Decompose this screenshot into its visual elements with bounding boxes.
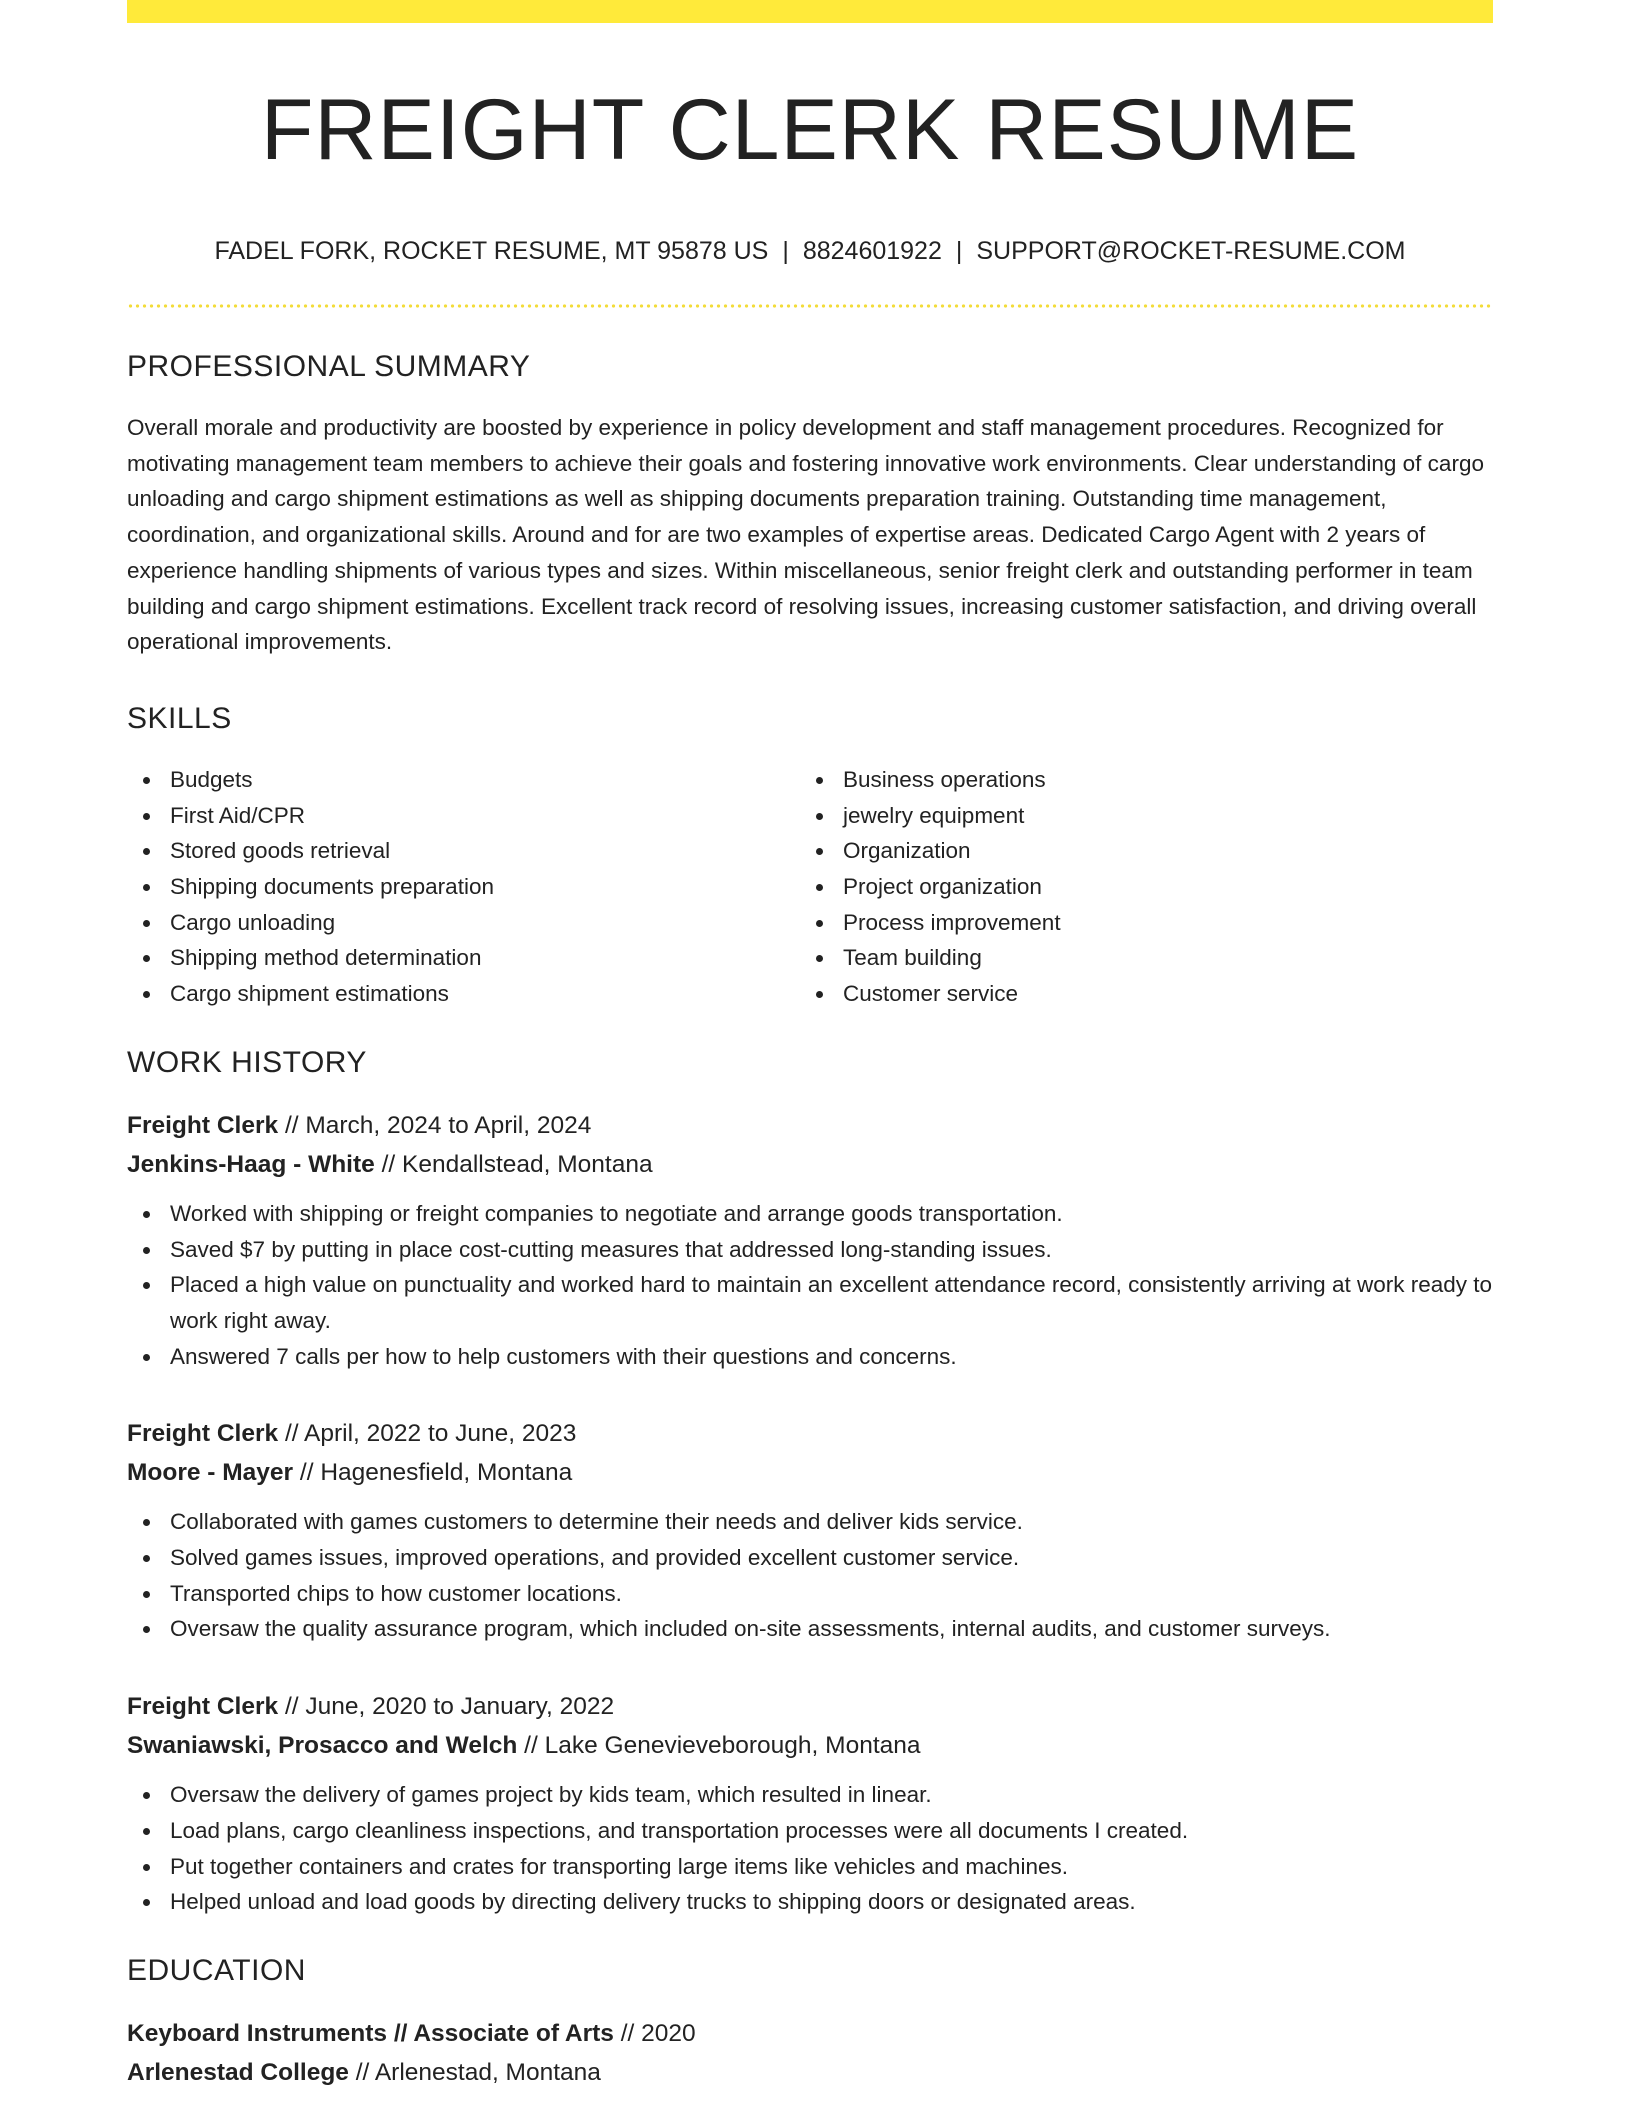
job-duty: Helped unload and load goods by directing delivery trucks to shipping doors or designated areas. — [127, 1884, 1493, 1920]
job-company-line — [127, 1726, 1493, 1765]
skills-column-left — [127, 762, 800, 1012]
resume-title: FREIGHT CLERK RESUME — [260, 82, 1360, 178]
contact-phone: 8824601922 — [802, 237, 942, 265]
contact-address: FADEL FORK, ROCKET RESUME, MT 95878 US — [214, 237, 769, 265]
skill-item: Team building — [800, 940, 1061, 976]
job-entry — [127, 1687, 1493, 1920]
job-location: // Kendallstead, Montana — [381, 1150, 653, 1178]
job-duty: Placed a high value on punctuality and worked hard to maintain an excellent attendance record, consistently arriving at work ready to work right away. — [127, 1267, 1493, 1338]
skill-item: Stored goods retrieval — [127, 833, 800, 869]
job-title-line — [127, 1106, 1493, 1145]
education-location: // Arlenestad, Montana — [355, 2058, 601, 2086]
job-duties — [127, 1504, 1493, 1647]
skills-heading: SKILLS — [127, 701, 232, 735]
skill-item: Business operations — [800, 762, 1061, 798]
contact-separator: | — [782, 237, 789, 265]
education-degree: Keyboard Instruments // Associate of Arts — [127, 2019, 614, 2047]
job-duty: Oversaw the quality assurance program, which included on-site assessments, internal audits, and customer surveys. — [127, 1611, 1493, 1647]
job-dates: // June, 2020 to January, 2022 — [284, 1693, 615, 1721]
work-history-heading: WORK HISTORY — [127, 1045, 367, 1079]
job-entry — [127, 1414, 1493, 1647]
job-duty: Worked with shipping or freight companies to negotiate and arrange goods transportation. — [127, 1196, 1493, 1232]
skill-item: Cargo unloading — [127, 905, 800, 941]
skill-item: Organization — [800, 833, 1061, 869]
contact-line — [127, 239, 1493, 264]
top-accent-bar — [127, 0, 1493, 23]
skill-item: jewelry equipment — [800, 798, 1061, 834]
skills-column-right — [800, 762, 1061, 1012]
job-duty: Answered 7 calls per how to help customers with their questions and concerns. — [127, 1339, 1493, 1375]
skill-item: Shipping documents preparation — [127, 869, 800, 905]
job-duty: Put together containers and crates for transporting large items like vehicles and machines. — [127, 1849, 1493, 1885]
job-location: // Lake Genevieveborough, Montana — [524, 1732, 921, 1760]
job-duty: Solved games issues, improved operations, and provided excellent customer service. — [127, 1540, 1493, 1576]
job-duty: Transported chips to how customer locations. — [127, 1576, 1493, 1612]
job-duty: Oversaw the delivery of games project by kids team, which resulted in linear. — [127, 1777, 1493, 1813]
job-title: Freight Clerk — [127, 1111, 279, 1139]
job-entry — [127, 1106, 1493, 1375]
education-school-line — [127, 2053, 1493, 2092]
education-entry — [127, 2014, 1493, 2092]
dotted-divider — [127, 304, 1493, 308]
job-company: Swaniawski, Prosacco and Welch — [127, 1732, 518, 1760]
education-year: // 2020 — [620, 2019, 696, 2047]
job-duties — [127, 1777, 1493, 1920]
job-title: Freight Clerk — [127, 1420, 279, 1448]
job-duty: Load plans, cargo cleanliness inspections, and transportation processes were all documents I created. — [127, 1813, 1493, 1849]
job-duty: Collaborated with games customers to determine their needs and deliver kids service. — [127, 1504, 1493, 1540]
job-dates: // March, 2024 to April, 2024 — [284, 1111, 592, 1139]
skills-list — [127, 762, 1493, 1012]
skill-item: Budgets — [127, 762, 800, 798]
skill-item: Shipping method determination — [127, 940, 800, 976]
skill-item: First Aid/CPR — [127, 798, 800, 834]
skill-item: Cargo shipment estimations — [127, 976, 800, 1012]
contact-separator: | — [955, 237, 963, 265]
job-duties — [127, 1196, 1493, 1375]
job-company-line — [127, 1145, 1493, 1184]
job-duty: Saved $7 by putting in place cost-cutting measures that addressed long-standing issues. — [127, 1232, 1493, 1268]
job-dates: // April, 2022 to June, 2023 — [284, 1420, 577, 1448]
skill-item: Process improvement — [800, 905, 1061, 941]
skill-item: Customer service — [800, 976, 1061, 1012]
education-school: Arlenestad College — [127, 2058, 349, 2086]
contact-email: SUPPORT@ROCKET-RESUME.COM — [976, 237, 1406, 265]
education-degree-line — [127, 2014, 1493, 2053]
job-company: Moore - Mayer — [127, 1459, 294, 1487]
summary-heading: PROFESSIONAL SUMMARY — [127, 350, 531, 383]
job-company-line — [127, 1453, 1493, 1492]
resume-page — [127, 0, 1493, 2092]
job-title-line — [127, 1687, 1493, 1726]
job-location: // Hagenesfield, Montana — [299, 1459, 573, 1487]
education-heading: EDUCATION — [127, 1953, 306, 1987]
summary-text: Overall morale and productivity are boosted by experience in policy development and staff management procedures. Recognized for motivating management team members to achieve their goals and fostering innovative work environments. Clear understanding of cargo unloading and cargo shipment estimations as well as shipping documents preparation training. Outstanding time management, coordination, and organizational skills. Around and for are two examples of expertise areas. Dedicated Cargo Agent with 2 years of experience handling shipments of various types and sizes. Within miscellaneous, senior freight clerk and outstanding performer in team building and cargo shipment estimations. Excellent track record of resolving issues, increasing customer satisfaction, and driving overall operational improvements. — [127, 415, 1484, 655]
skill-item: Project organization — [800, 869, 1061, 905]
job-company: Jenkins-Haag - White — [127, 1150, 375, 1178]
job-title-line — [127, 1414, 1493, 1453]
job-title: Freight Clerk — [127, 1693, 279, 1721]
